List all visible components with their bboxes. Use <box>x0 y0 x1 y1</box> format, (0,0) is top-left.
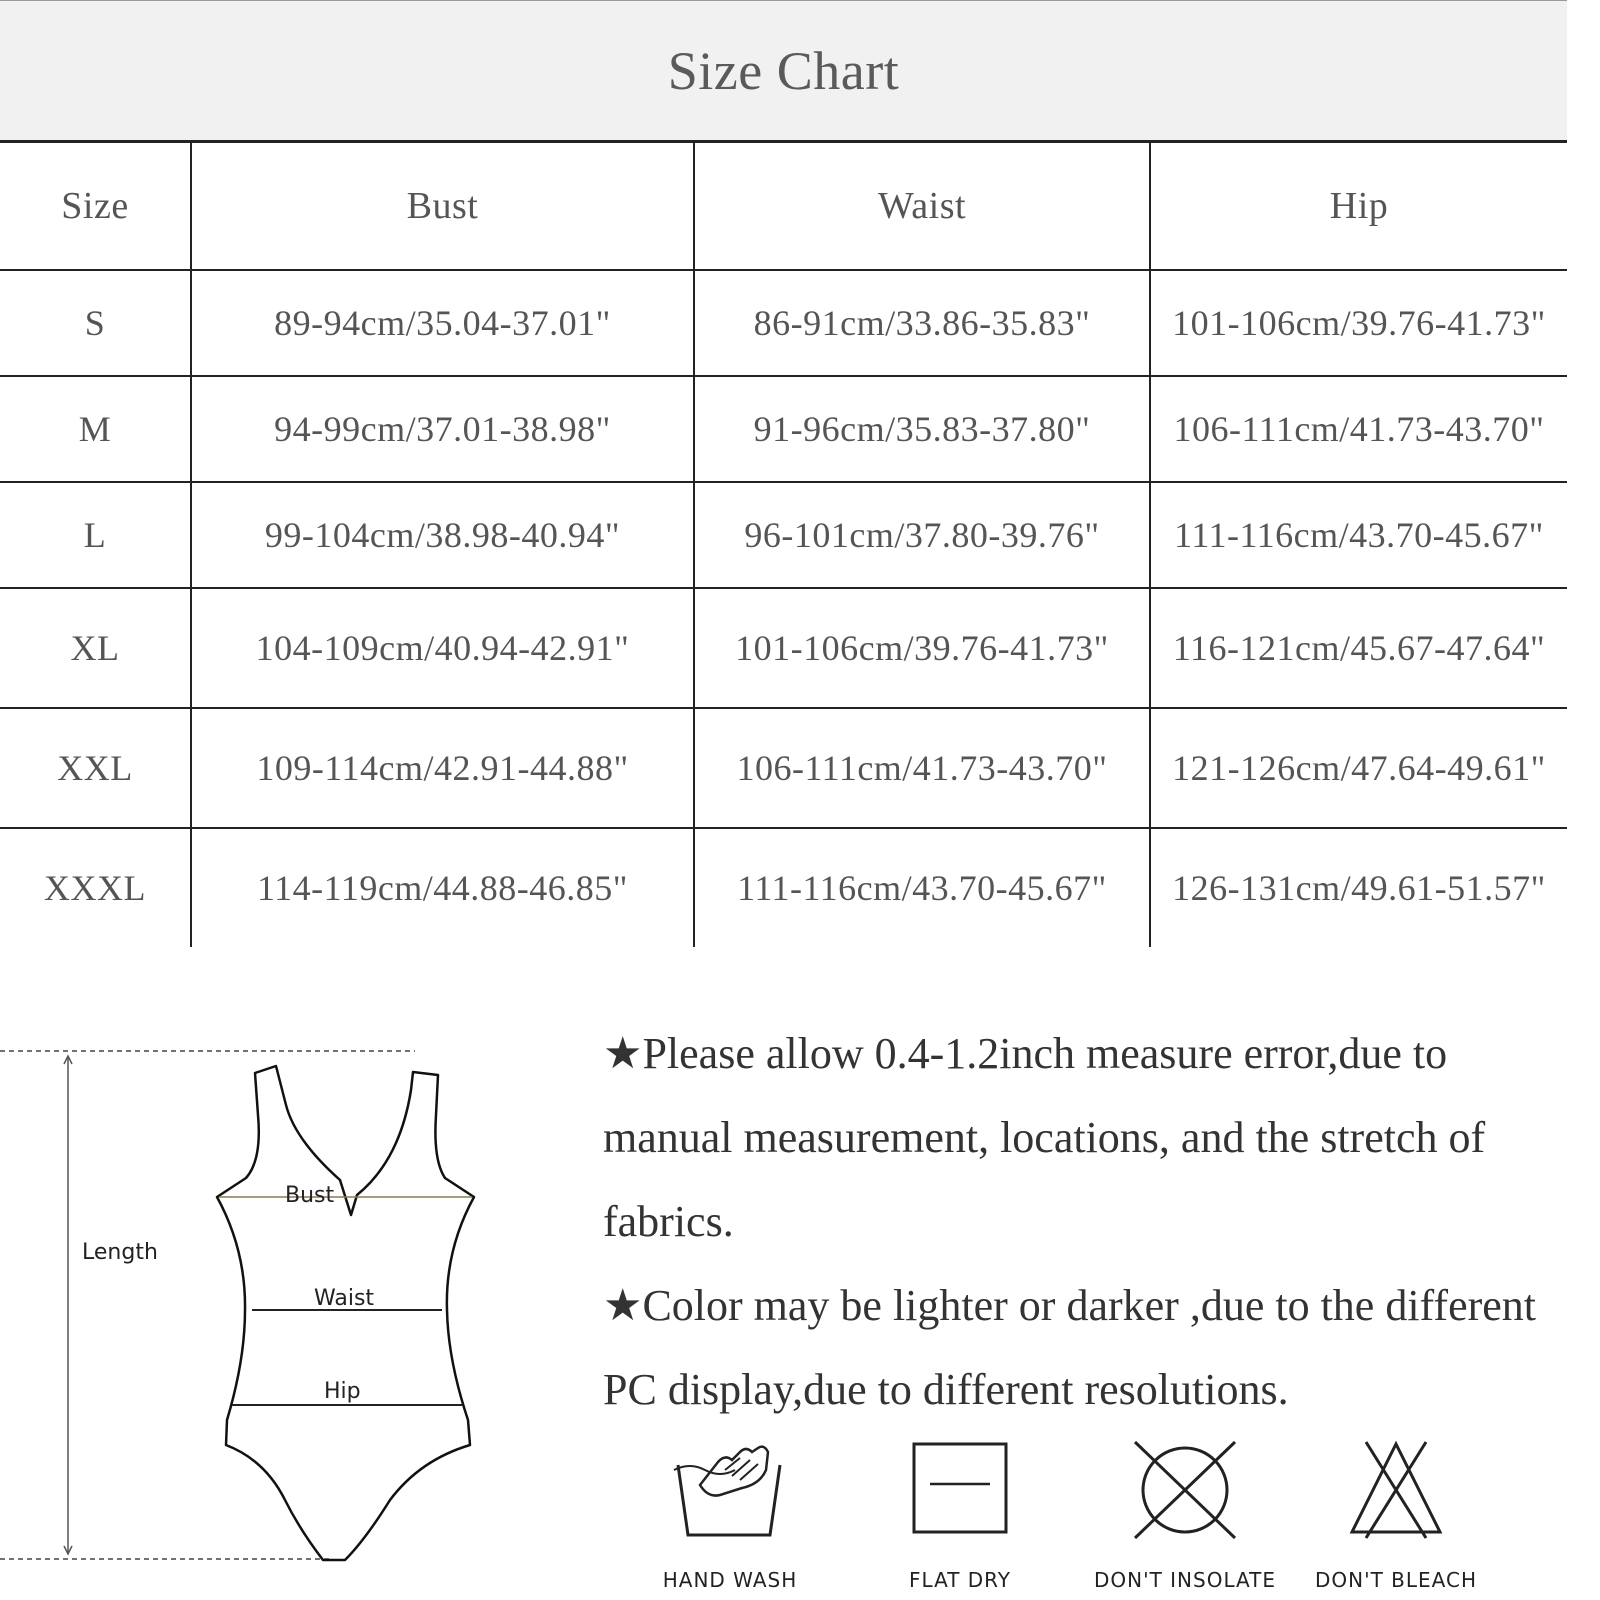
header-size: Size <box>0 142 191 270</box>
care-flat-dry <box>860 1440 1060 1590</box>
care-label: FLAT DRY <box>908 1568 1012 1592</box>
table-row <box>0 482 1567 588</box>
bodysuit-outline-icon <box>0 1020 500 1600</box>
care-hand-wash <box>630 1440 830 1590</box>
bust-cell: 89-94cm/35.04-37.01" <box>191 270 694 376</box>
hip-cell: 106-111cm/41.73-43.70" <box>1150 376 1567 482</box>
chart-title: Size Chart <box>0 0 1567 141</box>
size-cell: XXL <box>0 708 191 828</box>
header-hip: Hip <box>1150 142 1567 270</box>
length-label: Length <box>82 1240 158 1265</box>
hip-cell: 116-121cm/45.67-47.64" <box>1150 588 1567 708</box>
note-color: ★Color may be lighter or darker ,due to the different PC display,due to different resolutions. <box>603 1281 1537 1414</box>
care-label: DON'T BLEACH <box>1314 1568 1477 1592</box>
care-label: DON'T INSOLATE <box>1093 1568 1277 1592</box>
waist-cell: 101-106cm/39.76-41.73" <box>694 588 1150 708</box>
size-cell: S <box>0 270 191 376</box>
waist-label: Waist <box>314 1286 375 1311</box>
hip-cell: 101-106cm/39.76-41.73" <box>1150 270 1567 376</box>
bust-cell: 104-109cm/40.94-42.91" <box>191 588 694 708</box>
hip-label: Hip <box>324 1379 361 1404</box>
dont-bleach-icon <box>1346 1440 1446 1540</box>
hand-wash-icon <box>670 1440 790 1540</box>
bust-cell: 114-119cm/44.88-46.85" <box>191 828 694 947</box>
waist-cell: 96-101cm/37.80-39.76" <box>694 482 1150 588</box>
hip-cell: 111-116cm/43.70-45.67" <box>1150 482 1567 588</box>
header-bust: Bust <box>191 142 694 270</box>
size-cell: L <box>0 482 191 588</box>
table-row <box>0 828 1567 947</box>
notes <box>603 1012 1583 1432</box>
hip-cell: 121-126cm/47.64-49.61" <box>1150 708 1567 828</box>
garment-diagram <box>0 1020 500 1600</box>
note-measure-error: ★Please allow 0.4-1.2inch measure error,due to manual measurement, locations, and the stretch of fabrics. <box>603 1029 1486 1246</box>
waist-cell: 106-111cm/41.73-43.70" <box>694 708 1150 828</box>
bust-cell: 109-114cm/42.91-44.88" <box>191 708 694 828</box>
table-row <box>0 708 1567 828</box>
care-label: HAND WASH <box>662 1568 798 1592</box>
flat-dry-icon <box>910 1440 1010 1540</box>
size-cell: M <box>0 376 191 482</box>
care-dont-bleach <box>1296 1440 1496 1590</box>
bust-label: Bust <box>285 1183 335 1208</box>
size-cell: XXXL <box>0 828 191 947</box>
size-table <box>0 141 1567 947</box>
waist-cell: 86-91cm/33.86-35.83" <box>694 270 1150 376</box>
waist-cell: 91-96cm/35.83-37.80" <box>694 376 1150 482</box>
table-row <box>0 376 1567 482</box>
bust-cell: 94-99cm/37.01-38.98" <box>191 376 694 482</box>
hip-cell: 126-131cm/49.61-51.57" <box>1150 828 1567 947</box>
size-cell: XL <box>0 588 191 708</box>
table-row <box>0 270 1567 376</box>
table-row <box>0 588 1567 708</box>
header-waist: Waist <box>694 142 1150 270</box>
header-row <box>0 142 1567 270</box>
waist-cell: 111-116cm/43.70-45.67" <box>694 828 1150 947</box>
dont-insolate-icon <box>1130 1440 1240 1540</box>
care-dont-insolate <box>1085 1440 1285 1590</box>
bust-cell: 99-104cm/38.98-40.94" <box>191 482 694 588</box>
